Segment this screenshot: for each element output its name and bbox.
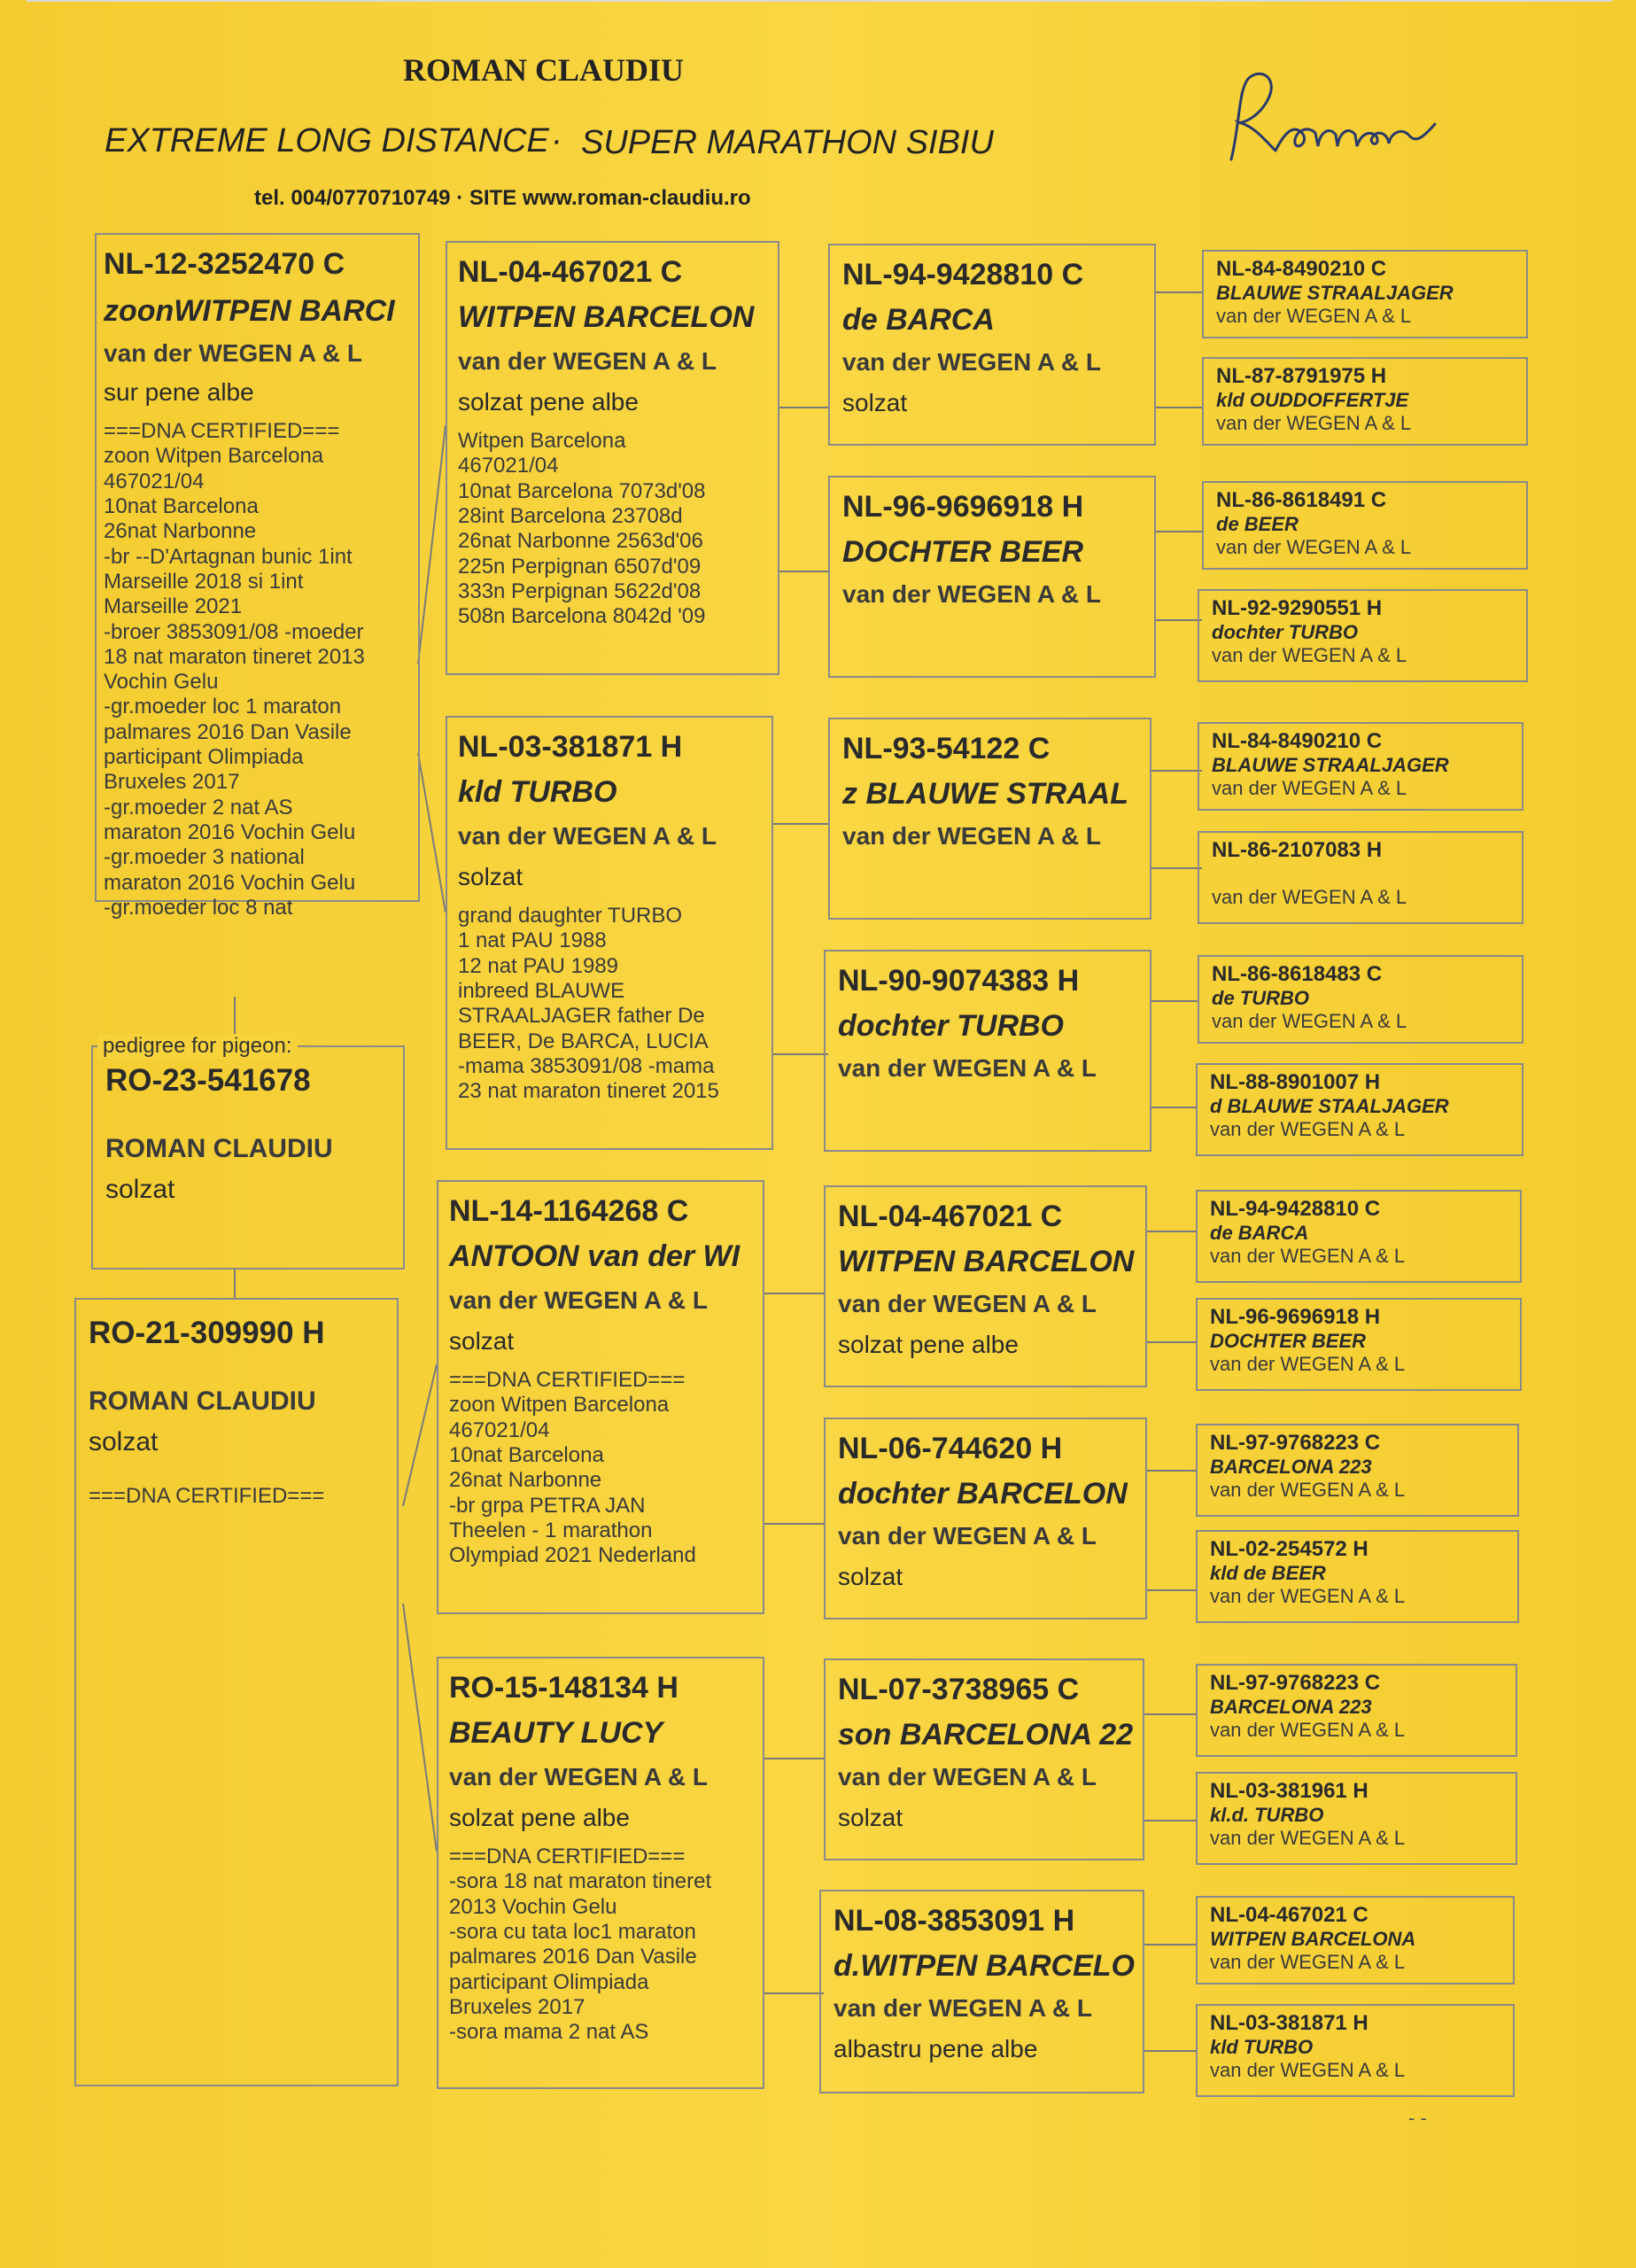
pigeon-name: d.WITPEN BARCELO xyxy=(834,1949,1135,1983)
page-number: - - xyxy=(1408,2107,1427,2129)
breeder: van der WEGEN A & L xyxy=(449,1763,708,1790)
performance-notes: ===DNA CERTIFIED=== zoon Witpen Barcelona 467021/04 10nat Barcelona 26nat Narbonne -br grpa PETRA JAN Theelen - 1 marathon Olympiad 2021 Nederland xyxy=(449,1368,696,1568)
breeder: van der WEGEN A & L xyxy=(838,1054,1097,1082)
breeder: van der WEGEN A & L xyxy=(1210,1353,1406,1375)
color: solzat pene albe xyxy=(838,1331,1019,1358)
ring-number: RO-15-148134 H xyxy=(449,1671,678,1705)
ring-number: NL-03-381871 H xyxy=(1210,2011,1369,2035)
owner: ROMAN CLAUDIU xyxy=(89,1386,316,1416)
dam-card[interactable] xyxy=(74,1298,399,2086)
ggp-card-6[interactable] xyxy=(824,1418,1147,1619)
pigeon-name: DOCHTER BEER xyxy=(1210,1330,1367,1352)
color: solzat xyxy=(458,863,523,890)
breeder: van der WEGEN A & L xyxy=(1212,644,1407,666)
color: solzat xyxy=(838,1563,903,1590)
gen4-card-5[interactable] xyxy=(1198,722,1524,811)
ring-number: NL-88-8901007 H xyxy=(1210,1070,1381,1094)
gen4-card-10[interactable] xyxy=(1196,1298,1522,1391)
ring-number: NL-87-8791975 H xyxy=(1216,364,1387,388)
pigeon-name: DOCHTER BEER xyxy=(842,535,1084,569)
breeder: van der WEGEN A & L xyxy=(1210,1585,1406,1607)
pigeon-name: kld OUDDOFFERTJE xyxy=(1216,389,1409,411)
ring-number: NL-93-54122 C xyxy=(842,732,1051,765)
breeder: van der WEGEN A & L xyxy=(1216,412,1412,434)
ring-number: RO-23-541678 xyxy=(105,1063,311,1098)
breeder: van der WEGEN A & L xyxy=(1210,1827,1406,1849)
pigeon-name: BLAUWE STRAALJAGER xyxy=(1216,282,1454,304)
ggp-card-3[interactable] xyxy=(828,718,1151,920)
ring-number: NL-86-8618483 C xyxy=(1212,962,1383,986)
ring-number: NL-94-9428810 C xyxy=(842,258,1084,291)
breeder: van der WEGEN A & L xyxy=(1210,2059,1406,2081)
performance-notes: Witpen Barcelona 467021/04 10nat Barcelona 7073d'08 28int Barcelona 23708d 26nat Narbonne 2563d'06 225n Perpignan 6507d'09 333n Perpignan 5622d'08 508n Barcelona 8042d '09 xyxy=(458,429,706,629)
pigeon-name: dochter TURBO xyxy=(1212,621,1358,643)
sire-card[interactable] xyxy=(95,233,420,920)
grandparent-card-3[interactable] xyxy=(437,1180,764,1614)
gen4-card-1[interactable] xyxy=(1202,250,1528,338)
pigeon-name: de BEER xyxy=(1216,513,1299,535)
breeder: van der WEGEN A & L xyxy=(1216,536,1412,558)
ring-number: NL-92-9290551 H xyxy=(1212,596,1383,620)
breeder: van der WEGEN A & L xyxy=(838,1522,1097,1550)
pigeon-name: dochter TURBO xyxy=(838,1009,1064,1043)
breeder: van der WEGEN A & L xyxy=(104,339,362,367)
color: solzat xyxy=(449,1327,515,1355)
owner: ROMAN CLAUDIU xyxy=(105,1134,333,1163)
breeder: van der WEGEN A & L xyxy=(458,347,717,375)
pigeon-name: de BARCA xyxy=(1210,1222,1309,1244)
breeder: van der WEGEN A & L xyxy=(842,822,1101,850)
pigeon-name: de BARCA xyxy=(842,303,995,337)
ring-number: NL-90-9074383 H xyxy=(838,964,1080,998)
gen4-card-6[interactable] xyxy=(1198,831,1524,924)
pedigree-label: pedigree for pigeon: xyxy=(97,1034,298,1059)
gen4-card-9[interactable] xyxy=(1196,1190,1522,1283)
pigeon-name: son BARCELONA 22 xyxy=(838,1718,1134,1751)
pigeon-name: WITPEN BARCELON xyxy=(458,300,755,334)
gen4-card-4[interactable] xyxy=(1198,589,1528,682)
breeder: van der WEGEN A & L xyxy=(834,1994,1092,2022)
color: solzat xyxy=(838,1804,903,1831)
breeder: van der WEGEN A & L xyxy=(842,580,1101,608)
ring-number: NL-06-744620 H xyxy=(838,1432,1063,1465)
ring-number: NL-86-8618491 C xyxy=(1216,488,1387,512)
breeder: van der WEGEN A & L xyxy=(838,1290,1097,1317)
color: sur pene albe xyxy=(104,378,254,406)
color: albastru pene albe xyxy=(834,2035,1038,2062)
breeder: van der WEGEN A & L xyxy=(1216,305,1412,327)
ring-number: NL-08-3853091 H xyxy=(834,1904,1075,1938)
subject-card[interactable] xyxy=(91,1045,405,1270)
ggp-card-8[interactable] xyxy=(819,1890,1144,2093)
ggp-card-5[interactable] xyxy=(824,1185,1147,1387)
gen4-card-13[interactable] xyxy=(1196,1664,1517,1757)
gen4-card-14[interactable] xyxy=(1196,1772,1517,1865)
ring-number: NL-03-381961 H xyxy=(1210,1779,1369,1803)
gen4-card-7[interactable] xyxy=(1198,955,1524,1044)
performance-notes: grand daughter TURBO 1 nat PAU 1988 12 nat PAU 1989 inbreed BLAUWE STRAALJAGER father De BEER, De BARCA, LUCIA -mama 3853091/08 -mama 23 nat maraton tineret 2015 xyxy=(458,904,719,1104)
color: solzat xyxy=(842,389,908,416)
breeder: van der WEGEN A & L xyxy=(1212,886,1407,908)
ring-number: NL-03-381871 H xyxy=(458,730,683,764)
pigeon-name: de TURBO xyxy=(1212,987,1309,1009)
pigeon-name: BARCELONA 223 xyxy=(1210,1456,1372,1478)
breeder: van der WEGEN A & L xyxy=(1210,1118,1406,1140)
breeder: van der WEGEN A & L xyxy=(842,348,1101,376)
gen4-card-11[interactable] xyxy=(1196,1424,1519,1517)
ring-number: NL-14-1164268 C xyxy=(449,1194,689,1228)
ring-number: NL-07-3738965 C xyxy=(838,1673,1080,1706)
color: solzat pene albe xyxy=(458,388,639,416)
ring-number: NL-04-467021 C xyxy=(1210,1903,1369,1927)
gen4-card-2[interactable] xyxy=(1202,357,1528,446)
subtitle-separator: · xyxy=(551,122,562,159)
pigeon-name: kl.d. TURBO xyxy=(1210,1804,1324,1826)
ring-number: NL-02-254572 H xyxy=(1210,1537,1369,1561)
breeder: van der WEGEN A & L xyxy=(1212,777,1407,799)
ggp-card-4[interactable] xyxy=(824,950,1151,1152)
ring-number: NL-04-467021 C xyxy=(838,1200,1063,1233)
breeder: van der WEGEN A & L xyxy=(1212,1010,1407,1032)
ring-number: NL-97-9768223 C xyxy=(1210,1671,1381,1695)
gen4-card-16[interactable] xyxy=(1196,2004,1515,2097)
ggp-card-7[interactable] xyxy=(824,1658,1144,1860)
breeder: van der WEGEN A & L xyxy=(1210,1719,1406,1741)
ring-number: NL-86-2107083 H xyxy=(1212,838,1383,862)
pigeon-name: dochter BARCELON xyxy=(838,1477,1128,1511)
gen4-card-12[interactable] xyxy=(1196,1530,1519,1623)
color: solzat xyxy=(89,1427,159,1456)
gen4-card-8[interactable] xyxy=(1196,1063,1524,1156)
performance-notes: ===DNA CERTIFIED=== zoon Witpen Barcelona 467021/04 10nat Barcelona 26nat Narbonne -br --D'Artagnan bunic 1int Marseille 2018 si 1int Marseille 2021 -broer 3853091/08 -moeder 18 nat maraton tineret 2013 Vochin Gelu -gr.moeder loc 1 maraton palmares 2016 Dan Vasile participant Olimpiada Bruxeles 2017 -gr.moeder 2 nat AS maraton 2016 Vochin Gelu -gr.moeder 3 national maraton 2016 Vochin Gelu -gr.moeder loc 8 nat xyxy=(104,419,365,920)
grandparent-card-2[interactable] xyxy=(446,716,773,1150)
ggp-card-2[interactable] xyxy=(828,476,1156,678)
pigeon-name: d BLAUWE STAALJAGER xyxy=(1210,1095,1449,1117)
ring-number: NL-94-9428810 C xyxy=(1210,1197,1381,1221)
pigeon-name: kld de BEER xyxy=(1210,1562,1326,1584)
breeder: van der WEGEN A & L xyxy=(1210,1245,1406,1267)
pigeon-name: WITPEN BARCELON xyxy=(838,1245,1135,1278)
pigeon-name: WITPEN BARCELONA xyxy=(1210,1928,1416,1950)
dna-certified: ===DNA CERTIFIED=== xyxy=(89,1484,325,1508)
pigeon-name: BEAUTY LUCY xyxy=(449,1716,663,1750)
pigeon-name: kld TURBO xyxy=(458,775,617,809)
grandparent-card-1[interactable] xyxy=(446,241,779,675)
pigeon-name: kld TURBO xyxy=(1210,2036,1314,2058)
contact-line: tel. 004/0770710749 · SITE www.roman-claudiu.ro xyxy=(254,186,751,210)
pigeon-name xyxy=(1212,863,1509,886)
gen4-card-15[interactable] xyxy=(1196,1896,1515,1984)
ring-number: NL-96-9696918 H xyxy=(1210,1305,1381,1329)
pigeon-name: ANTOON van der WI xyxy=(449,1239,740,1273)
performance-notes: ===DNA CERTIFIED=== -sora 18 nat maraton tineret 2013 Vochin Gelu -sora cu tata loc1 maraton palmares 2016 Dan Vasile participant Olimpiada Bruxeles 2017 -sora mama 2 nat AS xyxy=(449,1845,712,2045)
ring-number: NL-97-9768223 C xyxy=(1210,1431,1381,1455)
ggp-card-1[interactable] xyxy=(828,244,1156,446)
ring-number: RO-21-309990 H xyxy=(89,1316,325,1350)
ring-number: NL-12-3252470 C xyxy=(104,247,345,281)
pigeon-name: z BLAUWE STRAAL xyxy=(842,777,1128,811)
breeder: van der WEGEN A & L xyxy=(458,822,717,850)
breeder: van der WEGEN A & L xyxy=(449,1286,708,1314)
color: solzat xyxy=(105,1175,175,1204)
subtitle-left: EXTREME LONG DISTANCE xyxy=(105,122,549,159)
pigeon-name: BARCELONA 223 xyxy=(1210,1696,1372,1718)
color: solzat pene albe xyxy=(449,1804,630,1831)
page-title: ROMAN CLAUDIU xyxy=(403,52,684,88)
grandparent-card-4[interactable] xyxy=(437,1657,764,2089)
pigeon-name: BLAUWE STRAALJAGER xyxy=(1212,754,1449,776)
breeder: van der WEGEN A & L xyxy=(1210,1479,1406,1501)
subtitle-right: SUPER MARATHON SIBIU xyxy=(581,124,994,161)
breeder: van der WEGEN A & L xyxy=(838,1763,1097,1790)
ring-number: NL-84-8490210 C xyxy=(1216,257,1387,281)
ring-number: NL-96-9696918 H xyxy=(842,490,1084,524)
ring-number: NL-84-8490210 C xyxy=(1212,729,1383,753)
gen4-card-3[interactable] xyxy=(1202,481,1528,570)
breeder: van der WEGEN A & L xyxy=(1210,1951,1406,1973)
ring-number: NL-04-467021 C xyxy=(458,255,683,289)
pigeon-name: zoonWITPEN BARCI xyxy=(104,294,395,328)
